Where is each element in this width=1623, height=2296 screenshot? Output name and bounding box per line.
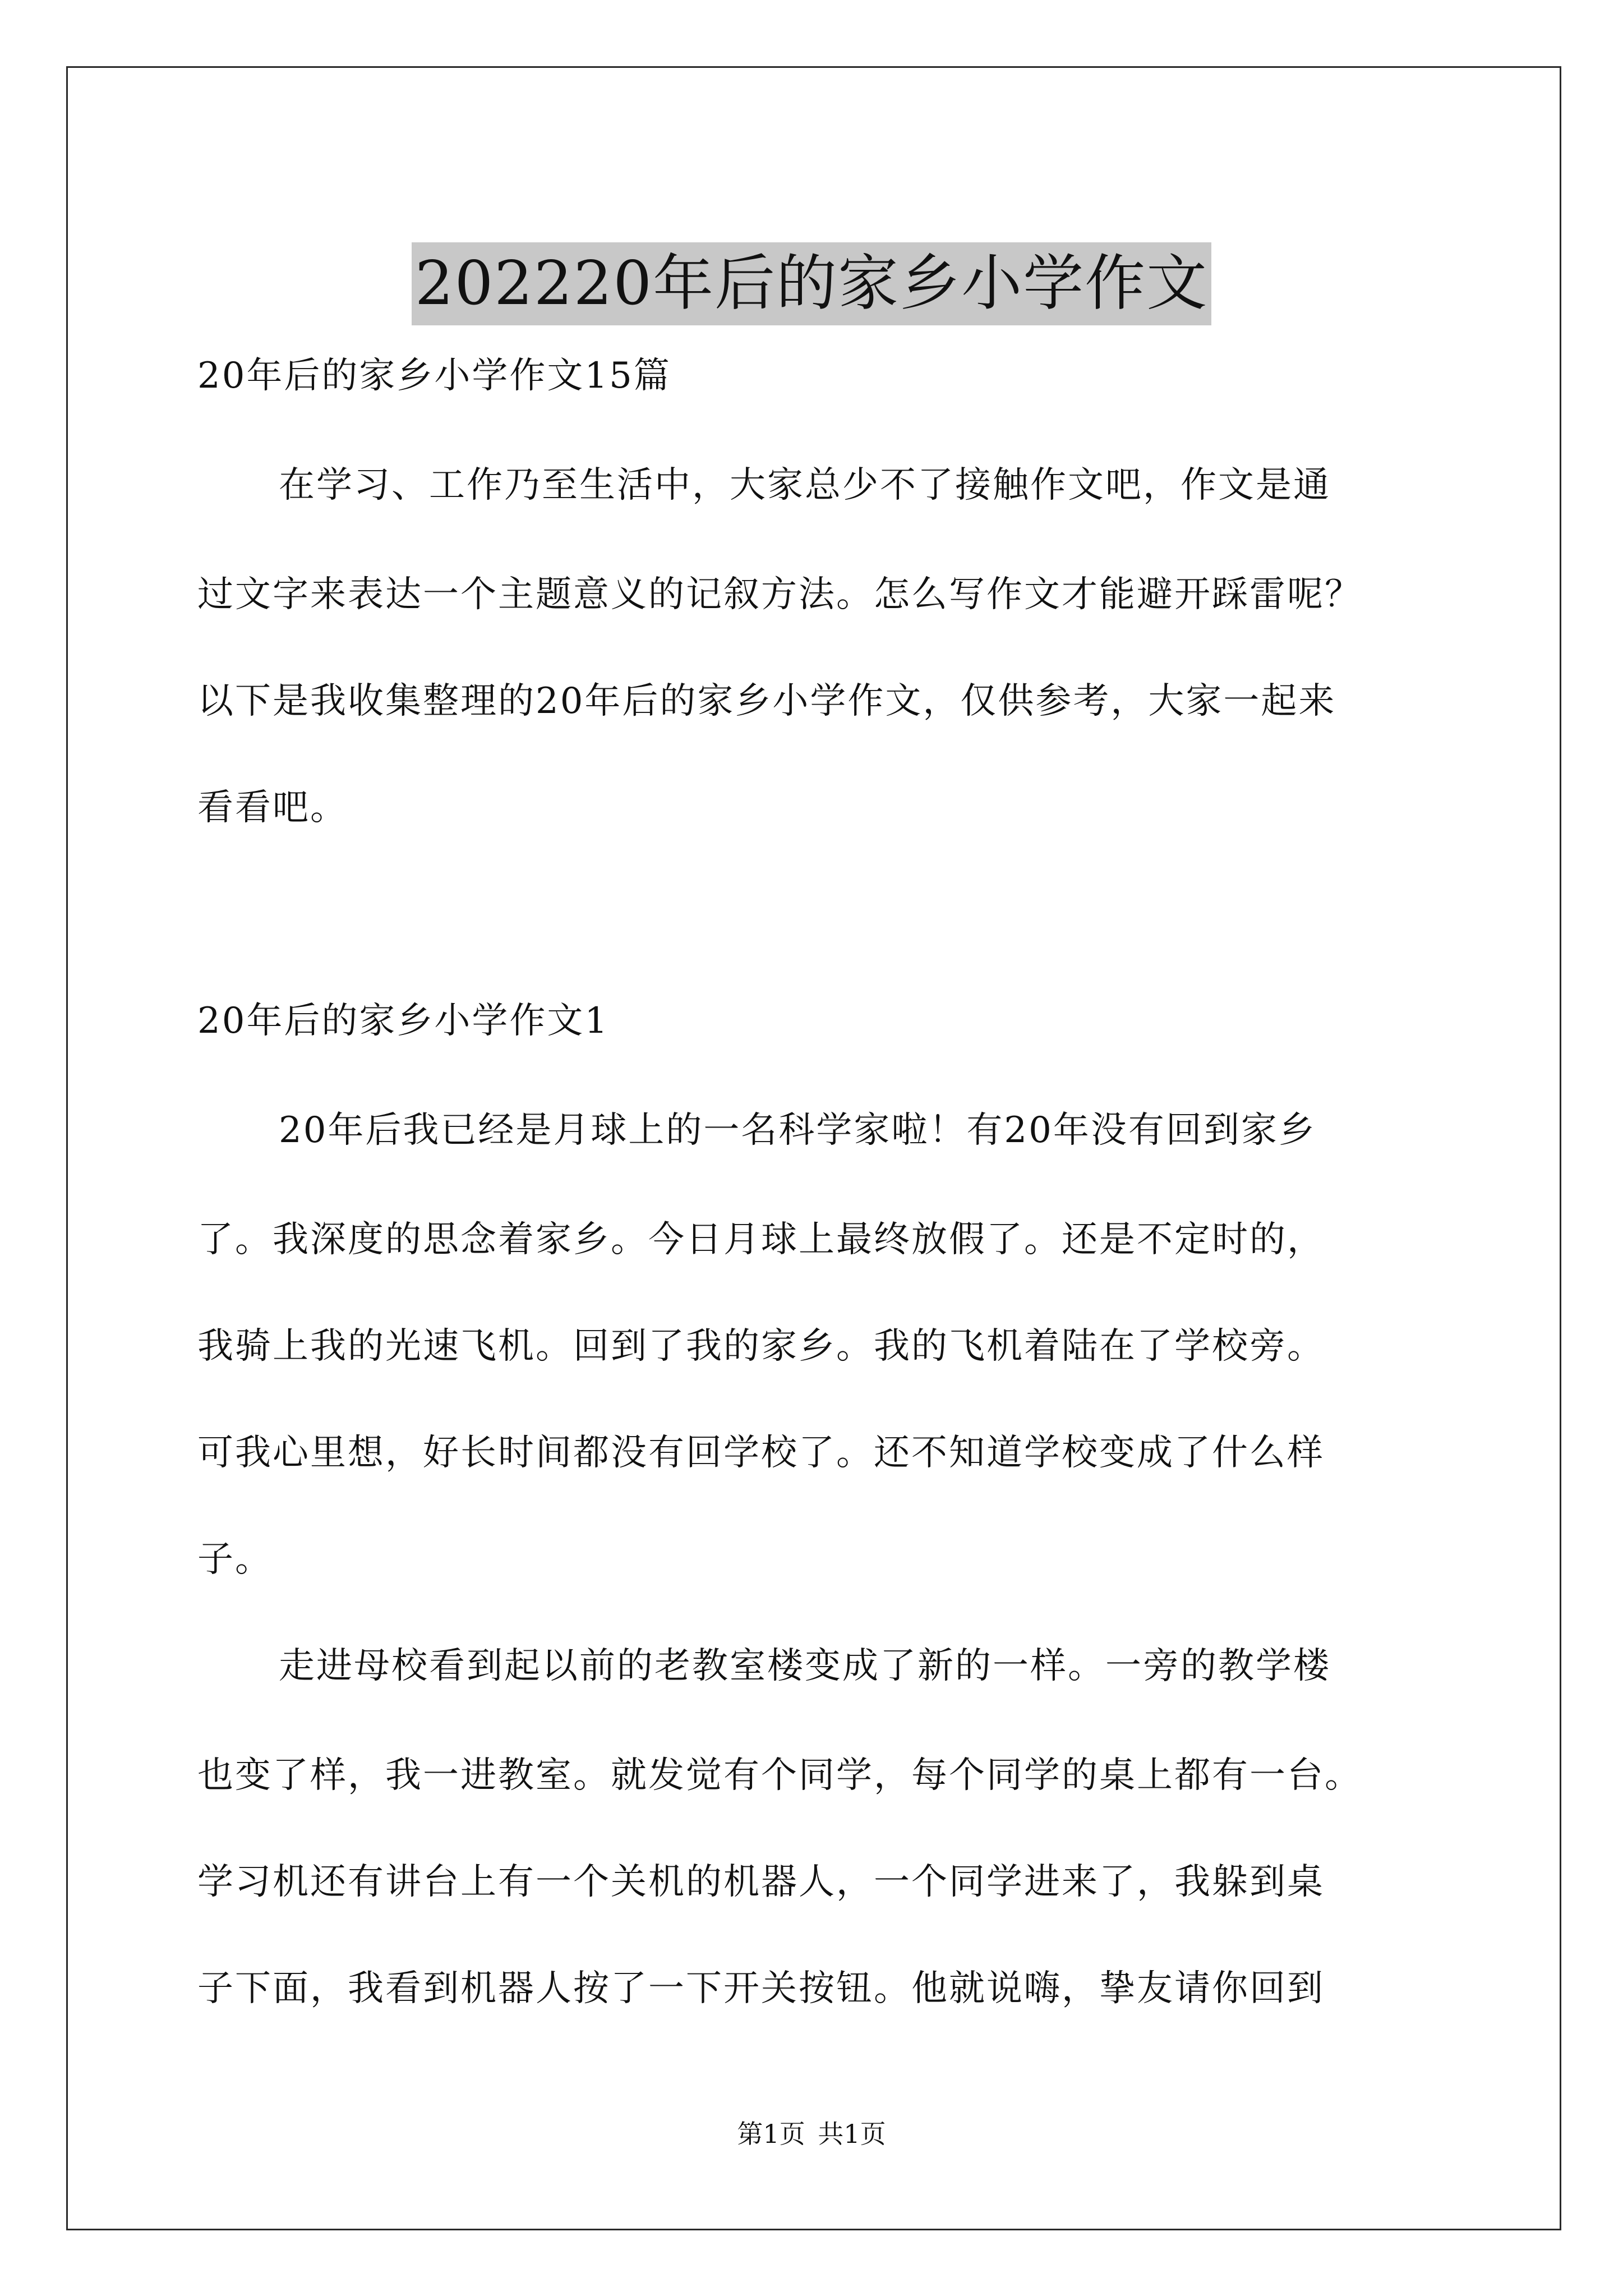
intro-line: 以下是我收集整理的20年后的家乡小学作文，仅供参考，大家一起来 bbox=[197, 680, 1336, 722]
page-footer: 第1页 共1页 bbox=[737, 2119, 886, 2149]
intro-line: 在学习、工作乃至生活中，大家总少不了接触作文吧，作文是通 bbox=[279, 464, 1331, 506]
paragraph-line: 20年后我已经是月球上的一名科学家啦！有20年没有回到家乡 bbox=[279, 1110, 1316, 1151]
paragraph-line: 子下面，我看到机器人按了一下开关按钮。他就说嗨，挚友请你回到 bbox=[197, 1968, 1325, 2009]
intro-line: 过文字来表达一个主题意义的记叙方法。怎么写作文才能避开踩雷呢？ bbox=[197, 574, 1362, 615]
document-title: 202220年后的家乡小学作文 bbox=[412, 242, 1211, 325]
paragraph-line: 可我心里想，好长时间都没有回学校了。还不知道学校变成了什么样 bbox=[197, 1432, 1325, 1474]
section-heading: 20年后的家乡小学作文1 bbox=[197, 1000, 610, 1042]
paragraph-line: 走进母校看到起以前的老教室楼变成了新的一样。一旁的教学楼 bbox=[279, 1645, 1331, 1687]
title-container bbox=[0, 202, 1623, 366]
paragraph-line: 学习机还有讲台上有一个关机的机器人，一个同学进来了，我躲到桌 bbox=[197, 1861, 1325, 1903]
paragraph-line: 也变了样，我一进教室。就发觉有个同学，每个同学的桌上都有一台。 bbox=[197, 1755, 1362, 1796]
paragraph-line: 我骑上我的光速飞机。回到了我的家乡。我的飞机着陆在了学校旁。 bbox=[197, 1326, 1325, 1367]
intro-line: 看看吧。 bbox=[197, 787, 348, 829]
subtitle: 20年后的家乡小学作文15篇 bbox=[197, 355, 671, 397]
paragraph-line: 了。我深度的思念着家乡。今日月球上最终放假了。还是不定时的， bbox=[197, 1219, 1325, 1260]
paragraph-line: 子。 bbox=[197, 1539, 273, 1580]
